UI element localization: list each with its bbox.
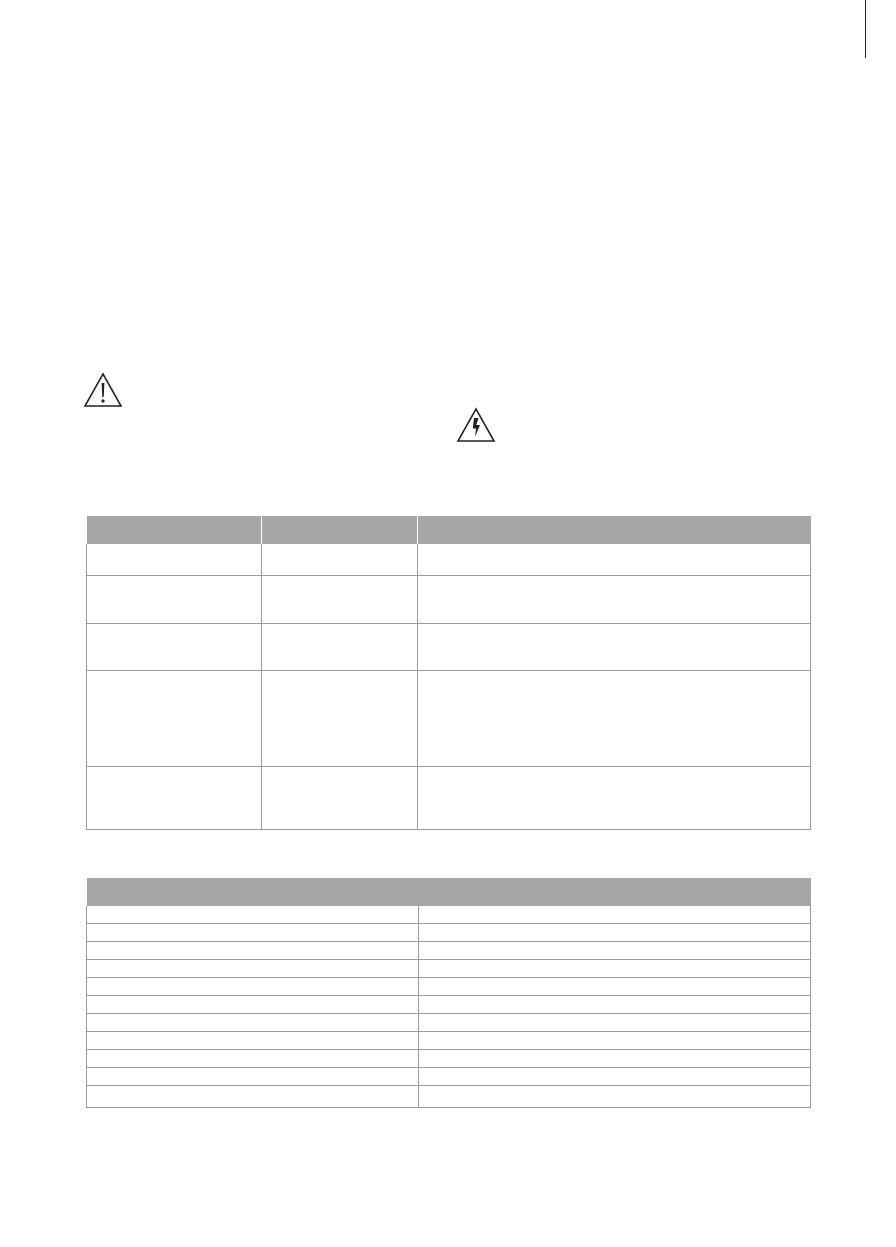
table-cell <box>262 623 418 670</box>
table-cell <box>419 1014 811 1032</box>
table-cell <box>262 544 418 575</box>
table-cell <box>418 544 811 575</box>
table-cell <box>87 623 262 670</box>
table-cell <box>87 1050 419 1068</box>
table-cell <box>87 766 262 829</box>
table-cell <box>262 575 418 623</box>
table-row <box>87 670 811 766</box>
table-cell <box>87 670 262 766</box>
table-row <box>87 1050 811 1068</box>
table-cell <box>419 978 811 996</box>
table-cell <box>87 1086 419 1108</box>
warning-triangle-exclamation-icon <box>83 372 123 408</box>
table-cell <box>418 575 811 623</box>
table-cell <box>87 1014 419 1032</box>
table-row <box>87 924 811 942</box>
table-header-cell <box>262 516 418 544</box>
table-cell <box>87 1068 419 1086</box>
table-cell <box>418 766 811 829</box>
table-header-row <box>87 878 811 906</box>
table-row <box>87 906 811 924</box>
specification-table <box>86 516 811 830</box>
table-row <box>87 1068 811 1086</box>
table-row <box>87 978 811 996</box>
electric-shock-warning-icon <box>456 407 496 443</box>
table-cell <box>87 906 419 924</box>
table-header-row <box>87 516 811 544</box>
page-edge-rule <box>865 0 866 58</box>
table-cell <box>419 1068 811 1086</box>
table-cell <box>418 623 811 670</box>
table-cell <box>87 960 419 978</box>
table-cell <box>419 996 811 1014</box>
table-header-cell <box>87 878 811 906</box>
table-cell <box>419 1086 811 1108</box>
table-row <box>87 1014 811 1032</box>
table-cell <box>419 924 811 942</box>
table-cell <box>87 544 262 575</box>
table-cell <box>87 575 262 623</box>
table-cell <box>419 942 811 960</box>
table-row <box>87 996 811 1014</box>
table-cell <box>87 1032 419 1050</box>
table-row <box>87 544 811 575</box>
table-cell <box>419 1050 811 1068</box>
table-row <box>87 1086 811 1108</box>
table-row <box>87 942 811 960</box>
table-cell <box>418 670 811 766</box>
table-cell <box>87 942 419 960</box>
table-cell <box>419 1032 811 1050</box>
table-row <box>87 960 811 978</box>
table-cell <box>419 960 811 978</box>
table-header-cell <box>87 516 262 544</box>
table-cell <box>262 766 418 829</box>
parameter-table <box>86 878 811 1108</box>
table-cell <box>87 996 419 1014</box>
table-cell <box>87 978 419 996</box>
table-row <box>87 623 811 670</box>
table-cell <box>419 906 811 924</box>
table-row <box>87 766 811 829</box>
table-cell <box>262 670 418 766</box>
table-header-cell <box>418 516 811 544</box>
table-row <box>87 575 811 623</box>
table-cell <box>87 924 419 942</box>
table-row <box>87 1032 811 1050</box>
